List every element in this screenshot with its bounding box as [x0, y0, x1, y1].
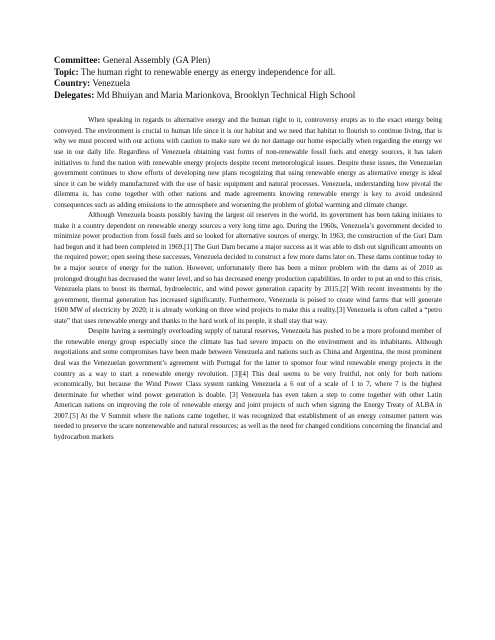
topic-line — [54, 67, 442, 79]
country-label: Country: — [54, 78, 91, 89]
document-page — [54, 55, 442, 442]
body-text — [54, 115, 442, 442]
committee-label: Committee: — [54, 55, 101, 65]
paragraph-2: Although Venezuela boasts possibly having the largest oil reserves in the world, its government has been taking initiates to make it a country dependent on renewable energy sources a very long time ago. During the 1960s, Venezuela’s government decided to minimize power production from fossil fuels and so looked for alternative sources of energy. In 1963, the construction of the Guri Dam had begun and it had been completed in 1969.[1] The Guri Dam became a major success as it was able to dish out significant amounts on the required power; open seeing these successes, Venezuela decided to construct a few more dams later on. These dams continue today to be a major source of energy for the nation. However, unfortunately there has been a minor problem with the dams as of 2010 as prolonged drought has decreased the water level, and so has decreased energy production capabilities. In order to put an end to this crisis, Venezuela plans to boost its thermal, hydroelectric, and wind power generation capacity by 2015.[2] With recent investments by the government, thermal generation has increased significantly. Furthermore, Venezuela is poised to create wind farms that will generate 1600 MW of electricity by 2020; it is already working on three wind projects to make this a reality.[3] Venezuela is often called a “petro state” that uses renewable energy and thanks to the hard work of its people, it shall stay that way. — [54, 211, 442, 325]
committee-line — [54, 55, 442, 67]
delegates-label: Delegates: — [54, 89, 95, 100]
delegates-value: Md Bhuiyan and Maria Marionkova, Brooklyn Technical High School — [96, 89, 356, 100]
country-line — [54, 78, 442, 90]
topic-label: Topic: — [54, 66, 79, 77]
paragraph-3: Despite having a seemingly overloading supply of natural reserves, Venezuela has pushed to be a more profound member of the renewable energy group especially since the climate has had severe impacts on the environment and its inhabitants. Although negotiations and some compromises have been made between Venezuela and nations such as China and Argentina, the most prominent deal was the Venezuelan government’s agreement with Portugal for the latter to sponsor four wind renewable energy projects in the country as a way to start a renewable energy revolution. [3][4] This deal seems to be very fruitful, not only for both nations economically, but because the Wind Power Class system ranking Venezuela a 6 out of a scale of 1 to 7, where 7 is the highest determinate for whether wind power generation is doable. [3] Venezuela has even taken a step to come together with other Latin American nations on improving the role of renewable energy and joint projects of such when signing the Energy Treaty of ALBA in 2007.[5] At the V Summit where the nations came together, it was recognized that establishment of an energy consumer pattern was needed to preserve the scare nonrenewable and natural resources; as well as the need for changed conditions concerning the financial and hydrocarbon markets — [54, 327, 442, 441]
committee-value: General Assembly (GA Plen) — [102, 55, 211, 65]
country-value: Venezuela — [92, 78, 131, 89]
paragraph-1: When speaking in regards to alternative energy and the human right to it, controversy erupts as to the exact energy being conveyed. The environment is crucial to human life since it is our habitat and we need that habitat to flourish to continue living, that is why we must proceed with our actions with caution to make sure we do not damage our home especially when regarding the energy we use in our daily life. Regardless of Venezuela obtaining vast forms of non-renewable fossil fuels and energy sources, it has taken initiatives to fund the nation with renewable energy projects despite recent meteorological issues. Despite these issues, the Venezuelan government continues to show efforts of developing new plans recognizing that using renewable energy as alternative energy is ideal since it can be widely manufactured with the use of basic equipment and natural processes. Venezuela, understanding how pivotal the dilemma is, has come together with other nations and made agreements knowing renewable energy is key to avoid undesired consequences such as adding emissions to the atmosphere and worsening the problem of global warming and climate change. — [54, 116, 442, 209]
delegates-line — [54, 90, 442, 102]
topic-value: The human right to renewable energy as energy independence for all. — [80, 66, 336, 77]
